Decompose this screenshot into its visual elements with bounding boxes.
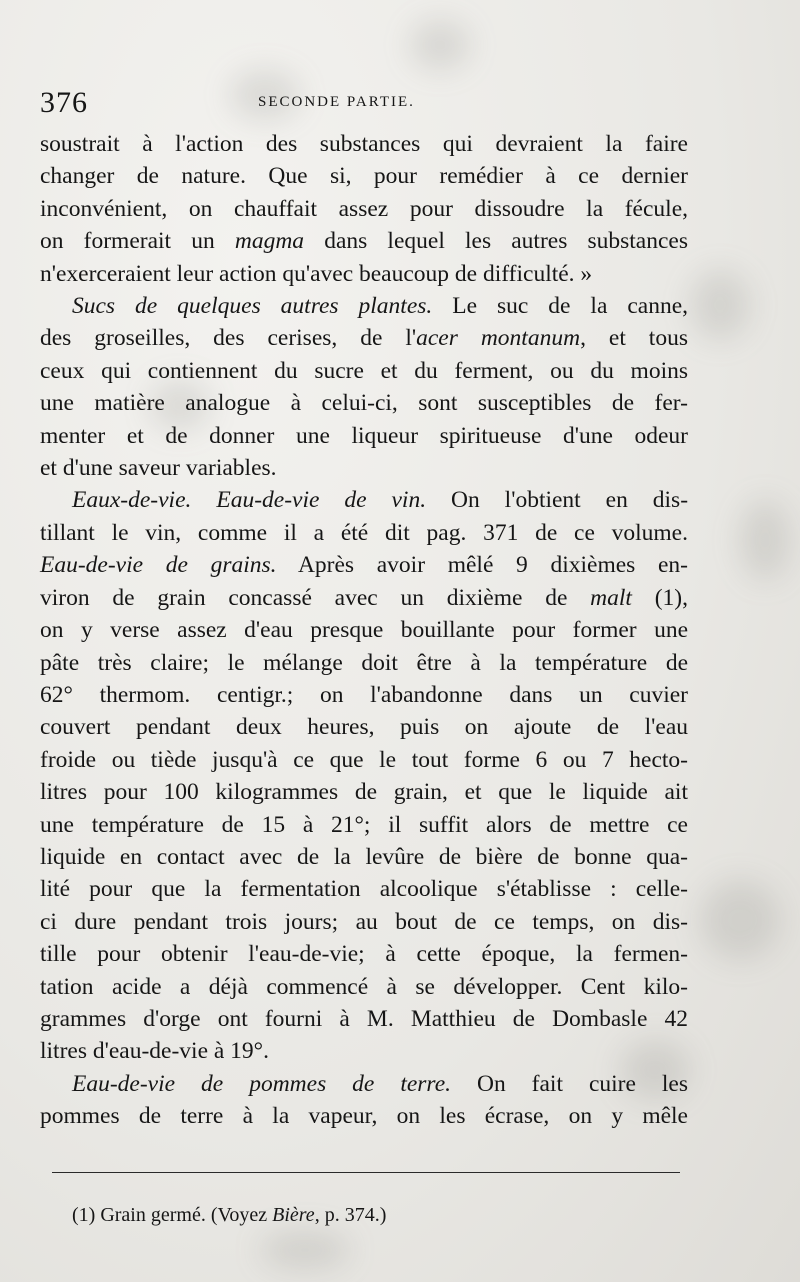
text-line: changer de nature. Que si, pour remédier à ce dernier [40,163,688,190]
text-line: lité pour que la fermentation alcoolique s'établisse : celle- [40,876,688,903]
page-number: 376 [40,86,88,119]
footnote-rule [52,1172,680,1173]
text-fragment: des groseilles, des cerises, de l' [40,325,417,352]
body-text [40,128,688,1133]
text-fragment: Après avoir mêlé 9 dixièmes en- [276,552,688,579]
italic-term: acer montanum [416,325,581,352]
text-line: froide ou tiède jusqu'à ce que le tout forme 6 ou 7 hecto- [40,746,688,773]
text-line: liquide en contact avec de la levûre de bière de bonne qua- [40,843,688,870]
paragraph-sucs [40,290,688,484]
paragraph-eaux-de-vie [40,484,688,1067]
text-fragment: viron de grain concassé avec un dixième de [40,584,591,611]
text-line: une matière analogue à celui-ci, sont susceptibles de fer- [40,390,688,417]
text-line [40,1068,688,1100]
text-line: tille pour obtenir l'eau-de-vie; à cette époque, la fermen- [40,941,688,968]
text-line: 62° thermom. centigr.; on l'abandonne dans un cuvier [40,681,688,708]
section-heading: Eaux-de-vie. [72,487,192,514]
text-fragment: Le suc de la canne, [432,293,688,320]
section-heading: Sucs de quelques autres plantes. [72,293,433,320]
text-line: et d'une saveur variables. [40,455,277,482]
italic-term: magma [234,228,305,255]
text-line [40,582,688,614]
text-line: pâte très claire; le mélange doit être à la température de [40,649,688,676]
text-line: grammes d'orge ont fourni à M. Matthieu de Dombasle 42 [40,1005,688,1032]
running-head: SECONDE PARTIE. [258,94,415,110]
italic-term: malt [590,584,632,611]
text-line [40,484,688,516]
paragraph-pommes-de-terre [40,1068,688,1133]
text-line [40,290,688,322]
footnote [72,1204,386,1227]
text-line: on y verse assez d'eau presque bouillante pour former une [40,617,688,644]
text-line: tillant le vin, comme il a été dit pag. 371 de ce volume. [40,519,688,546]
text-line: tation acide a déjà commencé à se développer. Cent kilo- [40,973,688,1000]
text-line: litres d'eau-de-vie à 19°. [40,1038,269,1065]
paragraph-continuation [40,128,688,290]
text-line: une température de 15 à 21°; il suffit alors de mettre ce [40,811,688,838]
section-heading: Eau-de-vie de vin. [216,487,427,514]
footnote-text: , p. 374.) [314,1204,387,1226]
text-fragment: On fait cuire les [451,1070,688,1097]
text-line: litres pour 100 kilogrammes de grain, et que le liquide ait [40,779,688,806]
page-header [40,86,690,126]
text-line: menter et de donner une liqueur spiritueuse d'une odeur [40,422,688,449]
text-line: n'exerceraient leur action qu'avec beaucoup de difficulté. » [40,260,593,287]
text-line [40,225,688,257]
footnote-italic: Bière [272,1204,315,1226]
footnote-text: (1) Grain germé. (Voyez [72,1204,273,1226]
text-line: couvert pendant deux heures, puis on ajoute de l'eau [40,714,688,741]
text-line: ceux qui contiennent du sucre et du ferment, ou du moins [40,357,688,384]
text-fragment: On l'obtient en dis- [426,487,689,514]
text-fragment: (1), [631,584,688,611]
text-line: inconvénient, on chauffait assez pour dissoudre la fécule, [40,195,688,222]
section-heading: Eau-de-vie de grains. [40,552,277,579]
text-line [40,322,688,354]
text-fragment: dans lequel les autres substances [304,228,688,255]
text-fragment: , et tous [580,325,688,352]
text-line [40,549,688,581]
text-fragment: on formerait un [40,228,235,255]
section-heading: Eau-de-vie de pommes de terre. [72,1070,452,1097]
text-line: pommes de terre à la vapeur, on les écrase, on y mêle [40,1103,688,1130]
text-line: ci dure pendant trois jours; au bout de ce temps, on dis- [40,908,688,935]
text-line: soustrait à l'action des substances qui devraient la faire [40,131,688,157]
